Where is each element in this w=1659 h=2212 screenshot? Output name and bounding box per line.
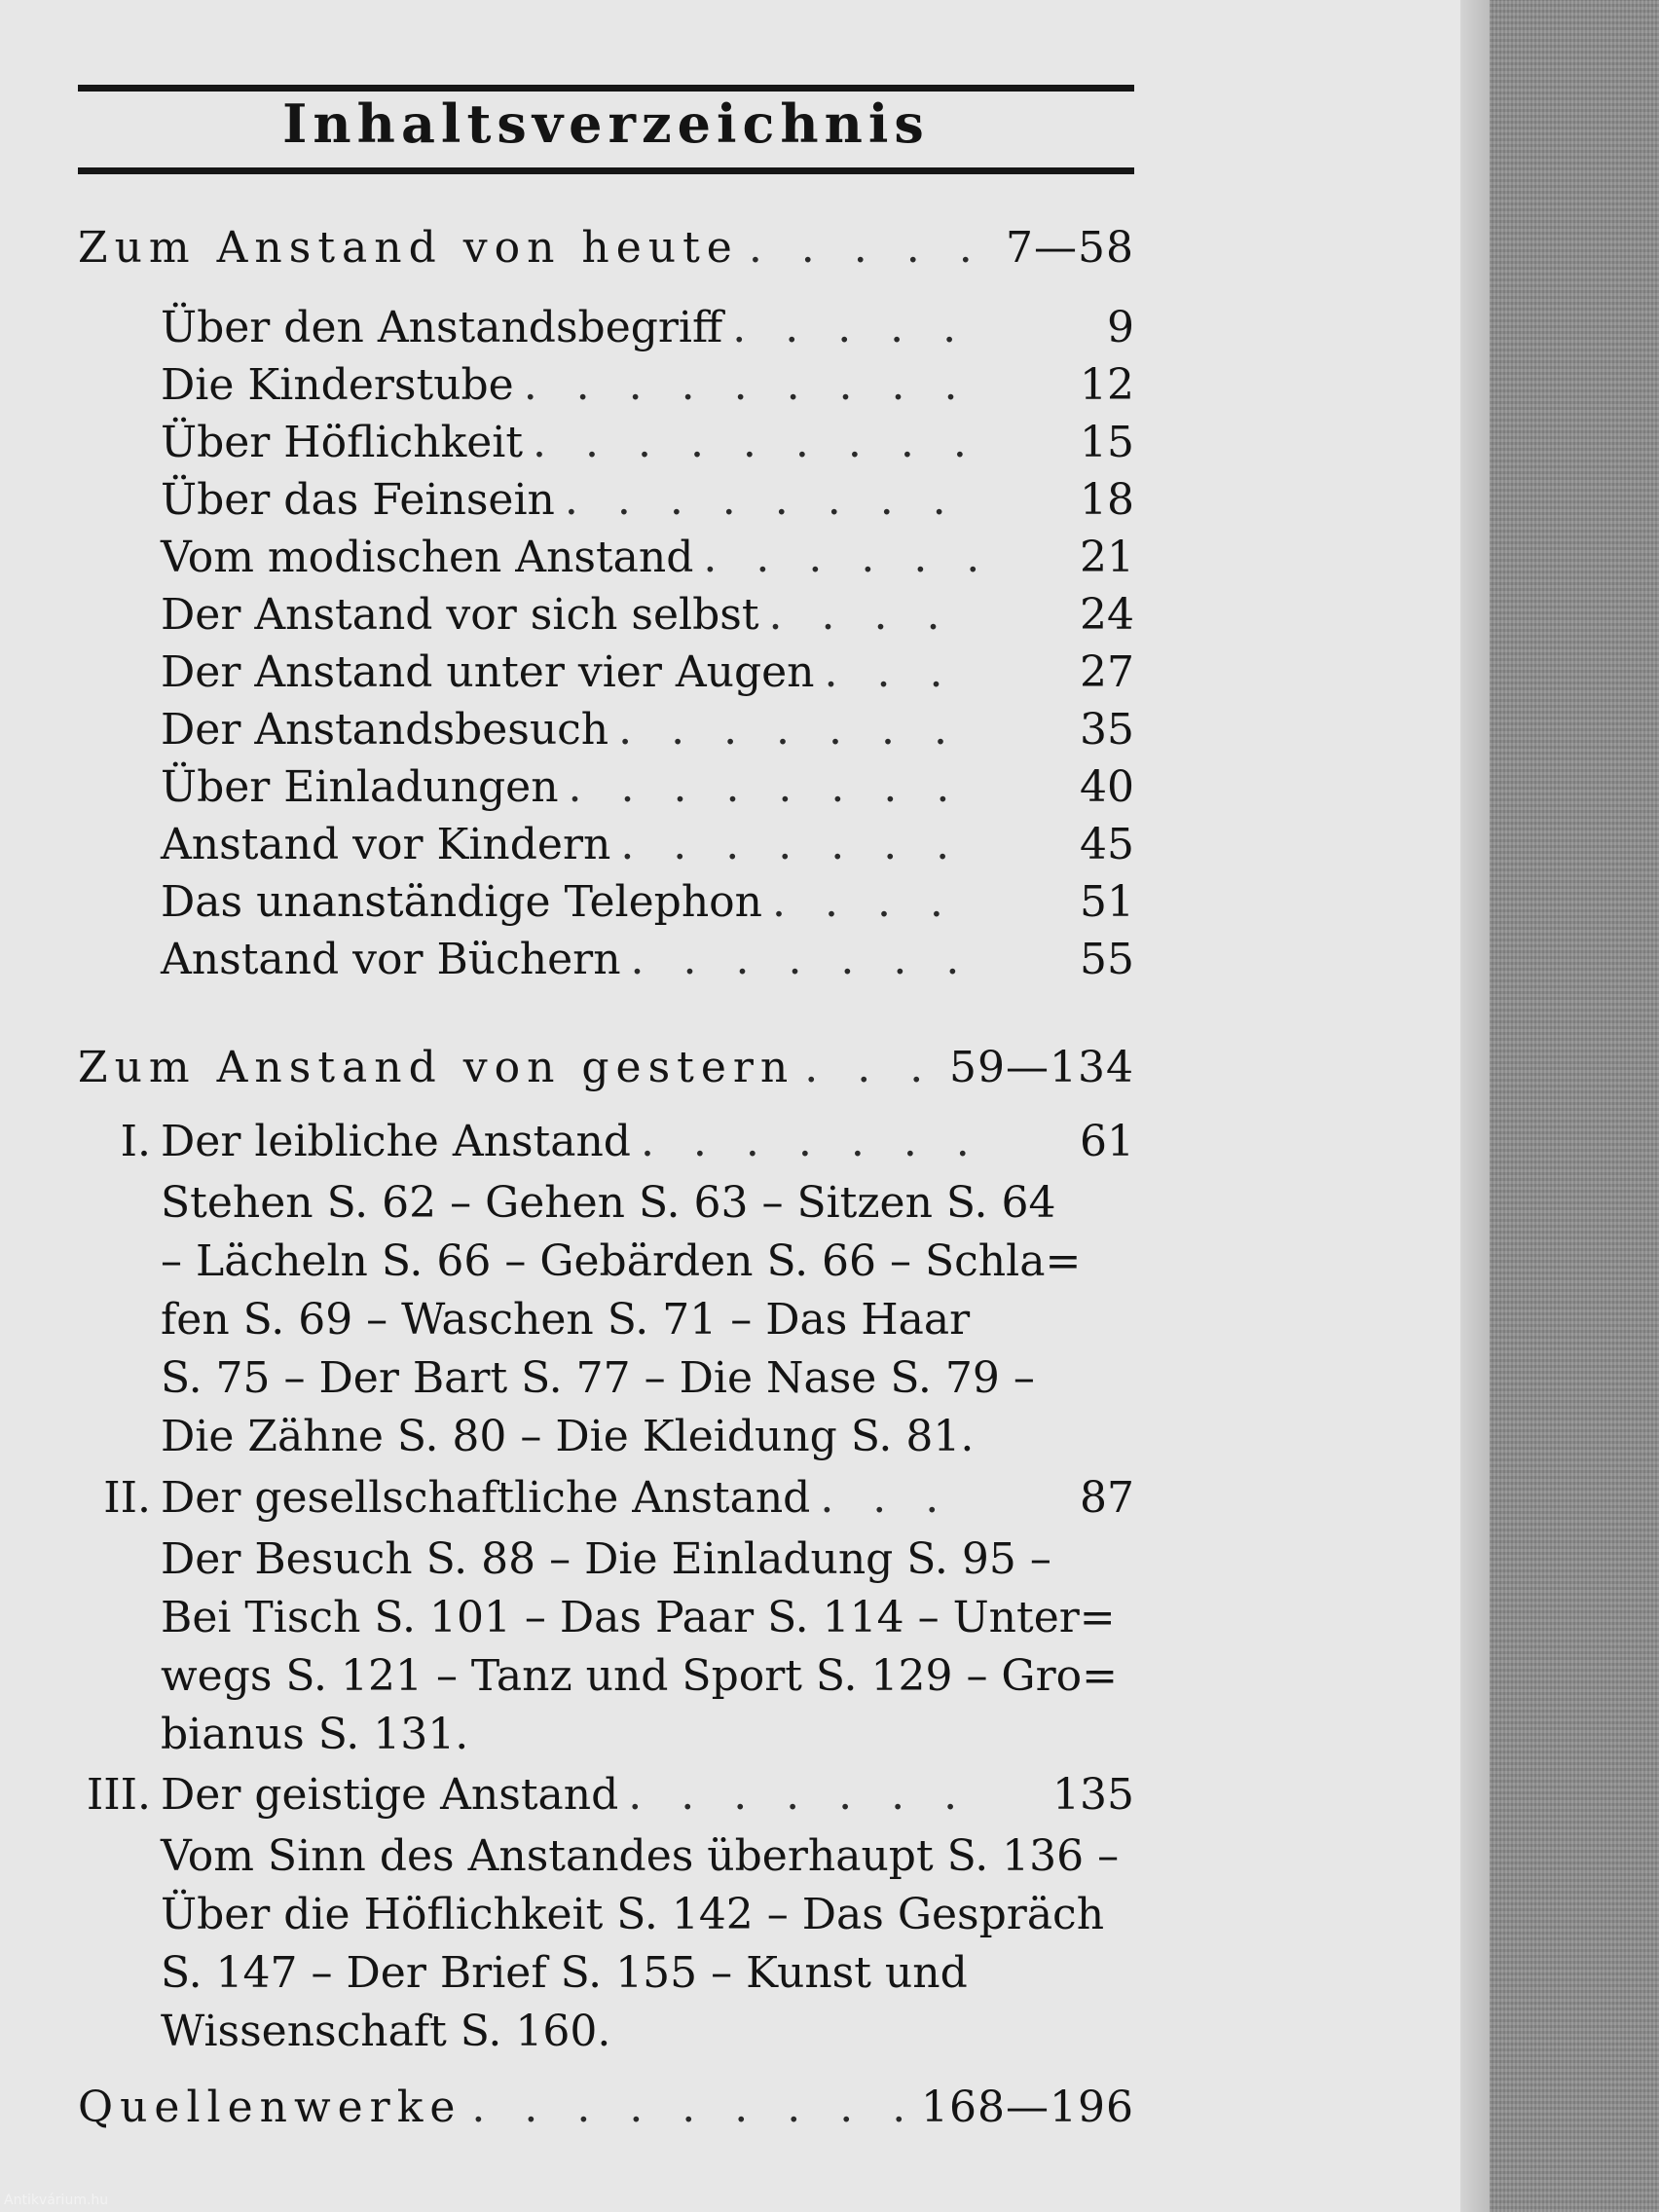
toc-entry [161,530,1134,584]
leader-dots [641,1117,978,1166]
section-pages: 59—134 [949,1042,1134,1092]
entry-label: Die Kinderstube [161,359,514,410]
entry-page: 24 [1080,589,1134,640]
entry-label: Über Höflichkeit [161,417,524,467]
subsection-numeral: I. [120,1116,151,1166]
leader-dots [703,533,978,582]
entry-label: Über das Feinsein [161,474,555,525]
detail-line: – Lächeln S. 66 – Gebärden S. 66 – Schla= [161,1236,1082,1286]
subsection-numeral: III. [86,1769,151,1820]
toc-entry [161,932,1134,986]
section-pages: 168—196 [921,2082,1134,2132]
page-title: Inhaltsverzeichnis [282,92,930,155]
leader-dots [618,705,978,755]
toc-entry [161,702,1134,756]
detail-line: Bei Tisch S. 101 – Das Paar S. 114 – Unter= [161,1593,1116,1642]
leader-dots [533,418,978,467]
entry-label: Anstand vor Kindern [161,819,611,869]
detail-line: Über die Höflichkeit S. 142 – Das Gespräch [161,1890,1105,1939]
subsection-page: 135 [1052,1769,1134,1820]
entry-page: 45 [1080,819,1134,869]
section-pages: 7—58 [1006,222,1134,273]
leader-dots [628,1770,978,1820]
subsection-numeral: II. [103,1472,151,1523]
toc-entry [161,300,1134,354]
entry-page: 9 [1107,302,1134,352]
entry-page: 27 [1080,646,1134,697]
subsection-page: 61 [1080,1116,1134,1166]
subsection-page: 87 [1080,1472,1134,1523]
detail-line: fen S. 69 – Waschen S. 71 – Das Haar [161,1295,971,1345]
toc-entry [161,357,1134,412]
subsection-details [161,1827,1120,2061]
detail-line: S. 75 – Der Bart S. 77 – Die Nase S. 79 – [161,1353,1035,1403]
entry-page: 40 [1080,761,1134,812]
toc-subsection [161,1767,1134,1822]
entry-page: 51 [1080,876,1134,927]
leader-dots [772,877,978,927]
toc-entry [161,817,1134,871]
toc-entry [161,472,1134,527]
bottom-rule [78,167,1134,174]
section-label: Quellenwerke [78,2082,462,2132]
leader-dots [804,1043,940,1092]
leader-dots [471,2083,911,2132]
section-label: Zum Anstand von heute [78,222,739,273]
subsection-details [161,1530,1118,1764]
toc-subsection [161,1114,1134,1168]
detail-line: bianus S. 131. [161,1710,469,1759]
toc-section-heute [78,220,1134,275]
leader-dots [825,647,979,697]
entry-label: Der Anstandsbesuch [161,704,609,755]
leader-dots [569,762,978,812]
book-cover-cloth [1490,0,1659,2212]
detail-line: Stehen S. 62 – Gehen S. 63 – Sitzen S. 64 [161,1178,1056,1228]
entry-page: 12 [1080,359,1134,410]
subsection-label: Der geistige Anstand [161,1769,619,1820]
detail-line: wegs S. 121 – Tanz und Sport S. 129 – Gro= [161,1651,1118,1701]
entry-label: Über Einladungen [161,761,559,812]
subsection-details [161,1174,1082,1466]
leader-dots [620,820,978,869]
toc-entry [161,874,1134,929]
entry-page: 15 [1080,417,1134,467]
leader-dots [732,303,978,352]
detail-line: Der Besuch S. 88 – Die Einladung S. 95 – [161,1534,1051,1584]
toc-section-gestern [78,1040,1134,1094]
leader-dots [769,590,978,640]
toc-entry [161,587,1134,642]
entry-label: Das unanständige Telephon [161,876,762,927]
entry-label: Der Anstand vor sich selbst [161,589,759,640]
toc-entry [161,415,1134,469]
leader-dots [820,1473,978,1523]
entry-label: Über den Anstandsbegriff [161,302,723,352]
subsection-label: Der gesellschaftliche Anstand [161,1472,811,1523]
detail-line: Vom Sinn des Anstandes überhaupt S. 136 – [161,1831,1120,1881]
page-edge [1460,0,1490,2212]
entry-label: Vom modischen Anstand [161,532,694,582]
leader-dots [565,475,978,525]
leader-dots [749,223,996,273]
section-label: Zum Anstand von gestern [78,1042,795,1092]
top-rule [78,85,1134,92]
subsection-label: Der leibliche Anstand [161,1116,631,1166]
detail-line: S. 147 – Der Brief S. 155 – Kunst und [161,1948,968,1998]
watermark: Antikvárium.hu [4,2193,109,2208]
toc-subsection [161,1470,1134,1525]
detail-line: Wissenschaft S. 160. [161,2007,611,2056]
entry-label: Der Anstand unter vier Augen [161,646,815,697]
entry-page: 18 [1080,474,1134,525]
entry-label: Anstand vor Büchern [161,934,621,984]
leader-dots [524,360,978,410]
entry-page: 35 [1080,704,1134,755]
toc-entry [161,759,1134,814]
detail-line: Die Zähne S. 80 – Die Kleidung S. 81. [161,1412,975,1461]
toc-entry [161,645,1134,699]
leader-dots [631,935,978,984]
entry-page: 55 [1080,934,1134,984]
entry-page: 21 [1080,532,1134,582]
toc-section-quellenwerke [78,2080,1134,2134]
